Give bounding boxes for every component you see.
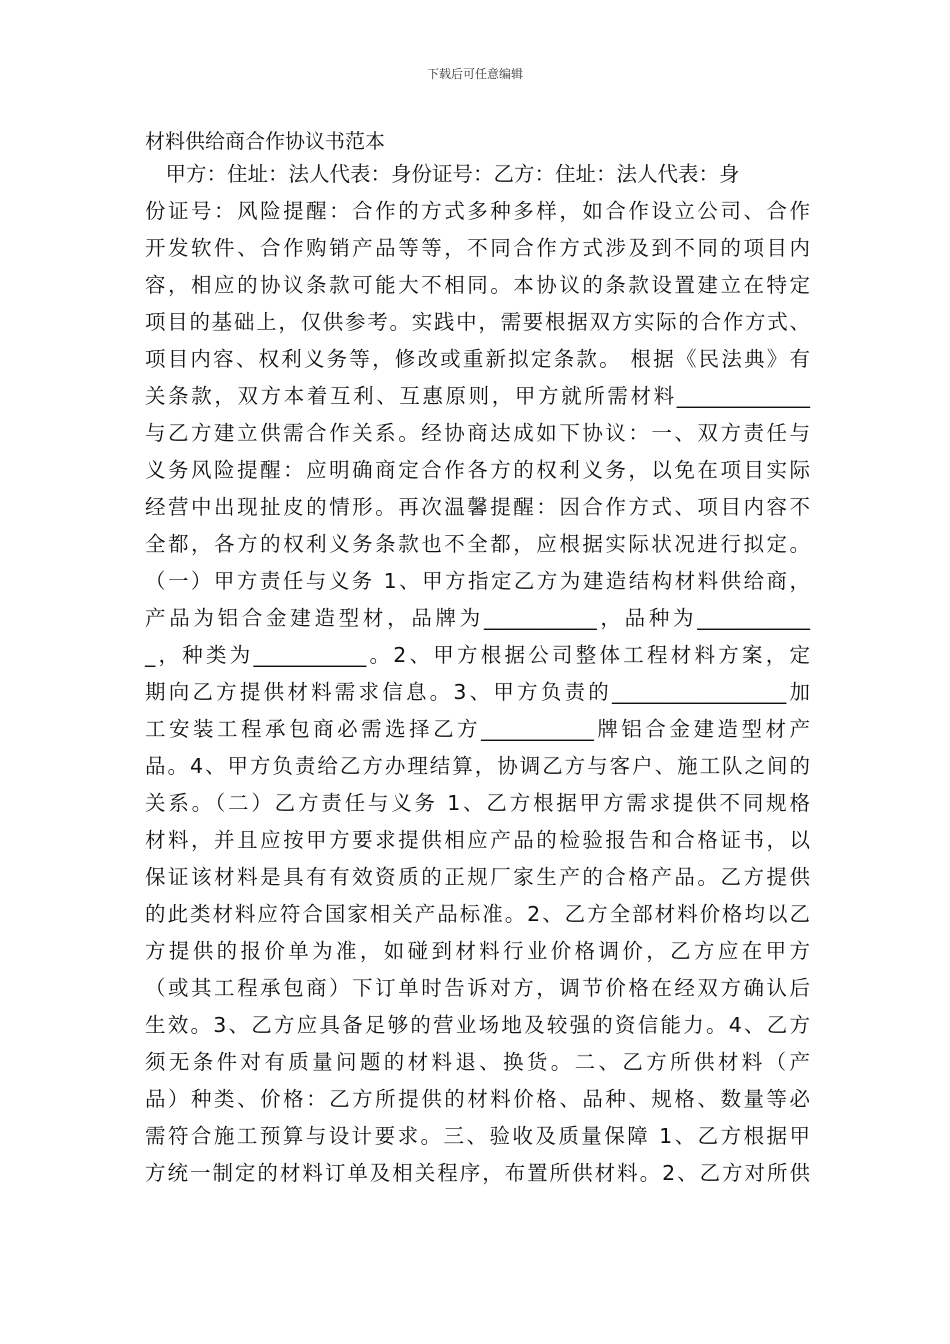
body-line: 义务风险提醒：应明确商定合作各方的权利义务，以免在项目实际 — [145, 458, 810, 482]
body-line: 关条款，双方本着互利、互惠原则，甲方就所需材料_____________ — [145, 384, 810, 408]
body-line: 方提供的报价单为准，如碰到材料行业价格调价，乙方应在甲方 — [145, 939, 810, 963]
body-line: 经营中出现扯皮的情形。再次温馨提醒：因合作方式、项目内容不 — [145, 495, 810, 519]
body-line: 产品为铝合金建造型材，品牌为___________，品种为___________ — [145, 606, 810, 630]
body-line: 品）种类、价格：乙方所提供的材料价格、品种、规格、数量等必 — [145, 1087, 810, 1111]
body-line: 材料，并且应按甲方要求提供相应产品的检验报告和合格证书，以 — [145, 828, 810, 852]
body-line: 品。4、甲方负责给乙方办理结算，协调乙方与客户、施工队之间的 — [145, 754, 810, 778]
body-line: （一）甲方责任与义务 1、甲方指定乙方为建造结构材料供给商， — [145, 569, 810, 593]
body-line: 开发软件、合作购销产品等等，不同合作方式涉及到不同的项目内 — [145, 236, 810, 260]
body-line: 关系。（二）乙方责任与义务 1、乙方根据甲方需求提供不同规格 — [145, 791, 810, 815]
body-line: 生效。3、乙方应具备足够的营业场地及较强的资信能力。4、乙方 — [145, 1013, 810, 1037]
body-line: 项目的基础上，仅供参考。实践中，需要根据双方实际的合作方式、 — [145, 310, 810, 334]
page-header-note: 下载后可任意编辑 — [426, 67, 523, 81]
document-title: 材料供给商合作协议书范本 — [145, 129, 385, 153]
body-line: 需符合施工预算与设计要求。三、验收及质量保障 1、乙方根据甲 — [145, 1124, 810, 1148]
body-line: 容，相应的协议条款可能大不相同。本协议的条款设置建立在特定 — [145, 273, 810, 297]
document-body — [145, 156, 810, 1192]
body-line: 保证该材料是具有有效资质的正规厂家生产的合格产品。乙方提供 — [145, 865, 810, 889]
body-line: 甲方：住址：法人代表：身份证号：乙方：住址：法人代表：身 — [145, 162, 740, 186]
body-line: 工安装工程承包商必需选择乙方___________牌铝合金建造型材产 — [145, 717, 810, 741]
body-line: （或其工程承包商）下订单时告诉对方，调节价格在经双方确认后 — [145, 976, 810, 1000]
body-line: 期向乙方提供材料需求信息。3、甲方负责的_________________加 — [145, 680, 810, 704]
body-line: 全都，各方的权利义务条款也不全都，应根据实际状况进行拟定。 — [145, 532, 810, 556]
body-line: 与乙方建立供需合作关系。经协商达成如下协议：一、双方责任与 — [145, 421, 810, 445]
body-line: 须无条件对有质量问题的材料退、换货。二、乙方所供材料（产 — [145, 1050, 810, 1074]
body-line: _，种类为___________。2、甲方根据公司整体工程材料方案，定 — [145, 643, 810, 667]
body-line: 的此类材料应符合国家相关产品标准。2、乙方全部材料价格均以乙 — [145, 902, 810, 926]
body-line: 项目内容、权利义务等，修改或重新拟定条款。 根据《民法典》有 — [145, 347, 810, 371]
body-line: 份证号：风险提醒：合作的方式多种多样，如合作设立公司、合作 — [145, 199, 810, 223]
body-line: 方统一制定的材料订单及相关程序，布置所供材料。2、乙方对所供 — [145, 1161, 810, 1185]
